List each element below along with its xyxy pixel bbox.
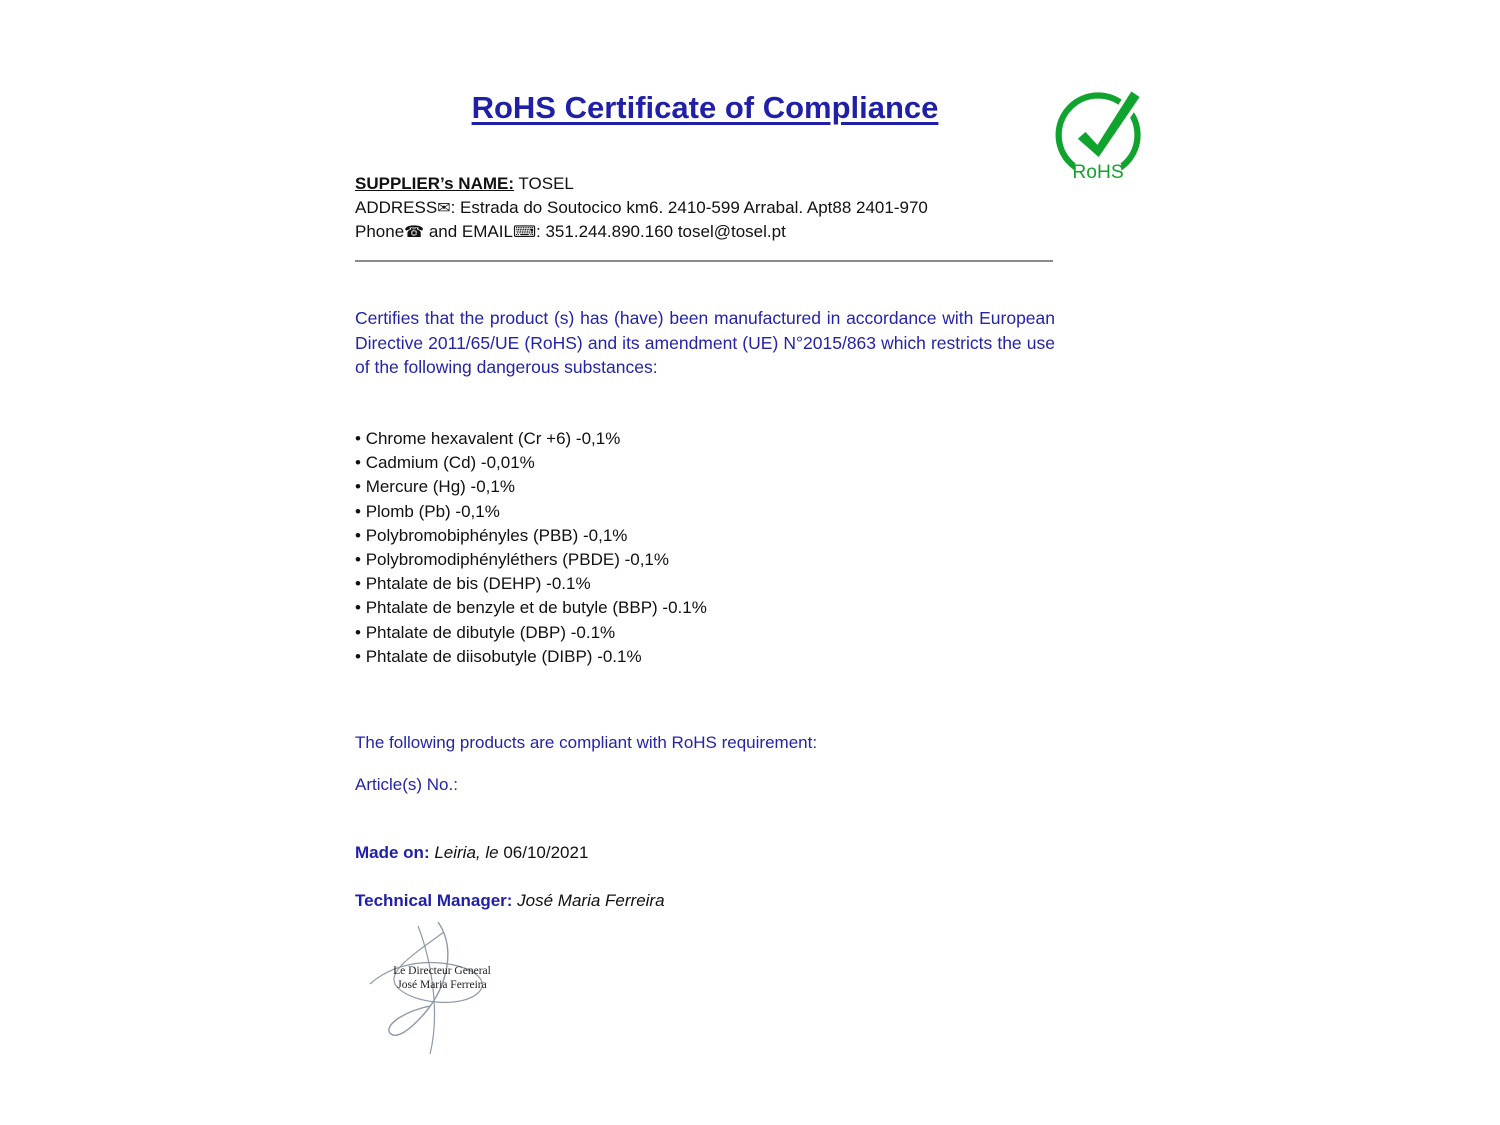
contact-value: : 351.244.890.160 tosel@tosel.pt xyxy=(536,222,786,241)
technical-manager-name: José Maria Ferreira xyxy=(512,891,665,910)
signature-caption-line2: José Maria Ferreira xyxy=(397,979,487,991)
made-on-place: Leiria, le xyxy=(429,843,504,862)
supplier-address-line xyxy=(355,196,928,220)
rohs-logo-label: RoHS xyxy=(1072,162,1124,184)
technical-manager-line xyxy=(355,891,665,911)
address-value: : Estrada do Soutocico km6. 2410-599 Arrabal. Apt88 2401-970 xyxy=(450,198,928,217)
page-title-text: RoHS Certificate of Compliance xyxy=(471,90,939,125)
substances-list xyxy=(355,427,707,669)
supplier-name-value: TOSEL xyxy=(514,174,574,193)
supplier-block xyxy=(355,172,928,244)
computer-icon: ⌨ xyxy=(512,222,537,241)
address-label: ADDRESS xyxy=(355,198,438,217)
made-on-date: 06/10/2021 xyxy=(503,843,589,862)
made-on-line xyxy=(355,843,588,863)
email-label: and EMAIL xyxy=(424,222,513,241)
supplier-name-label: SUPPLIER’s NAME: xyxy=(355,174,515,193)
substance-item: • Phtalate de benzyle et de butyle (BBP) -0.1% xyxy=(355,596,707,620)
signature-caption xyxy=(382,964,502,992)
substance-item: • Mercure (Hg) -0,1% xyxy=(355,475,707,499)
substance-item: • Chrome hexavalent (Cr +6) -0,1% xyxy=(355,427,707,451)
substance-item: • Phtalate de diisobutyle (DIBP) -0.1% xyxy=(355,645,707,669)
signature-caption-line1: Le Directeur General xyxy=(393,965,491,977)
signature-icon xyxy=(356,918,536,1068)
page-title xyxy=(355,90,1055,126)
envelope-icon: ✉ xyxy=(437,198,451,217)
divider-rule xyxy=(355,260,1053,262)
signature-scribble xyxy=(356,918,536,1068)
supplier-name-line xyxy=(355,172,928,196)
supplier-contact-line xyxy=(355,220,928,244)
made-on-label: Made on: xyxy=(355,843,430,862)
substance-item: • Polybromodiphényléthers (PBDE) -0,1% xyxy=(355,548,707,572)
article-number-line: Article(s) No.: xyxy=(355,775,458,794)
phone-label: Phone xyxy=(355,222,405,241)
substance-item: • Phtalate de dibutyle (DBP) -0.1% xyxy=(355,621,707,645)
rohs-logo xyxy=(1050,82,1150,186)
substance-item: • Cadmium (Cd) -0,01% xyxy=(355,451,707,475)
substance-item: • Polybromobiphényles (PBB) -0,1% xyxy=(355,524,707,548)
certification-paragraph: Certifies that the product (s) has (have) been manufactured in accordance with European Directive 2011/65/UE (RoHS) and its amendment (UE) N°2015/863 which restricts the use of the following dangerous substances: xyxy=(355,308,1055,377)
technical-manager-label: Technical Manager: xyxy=(355,891,513,910)
substance-item: • Plomb (Pb) -0,1% xyxy=(355,500,707,524)
rohs-logo-icon xyxy=(1050,82,1150,186)
compliance-statement: The following products are compliant with RoHS requirement: xyxy=(355,733,818,752)
substance-item: • Phtalate de bis (DEHP) -0.1% xyxy=(355,572,707,596)
phone-icon: ☎ xyxy=(404,222,425,241)
